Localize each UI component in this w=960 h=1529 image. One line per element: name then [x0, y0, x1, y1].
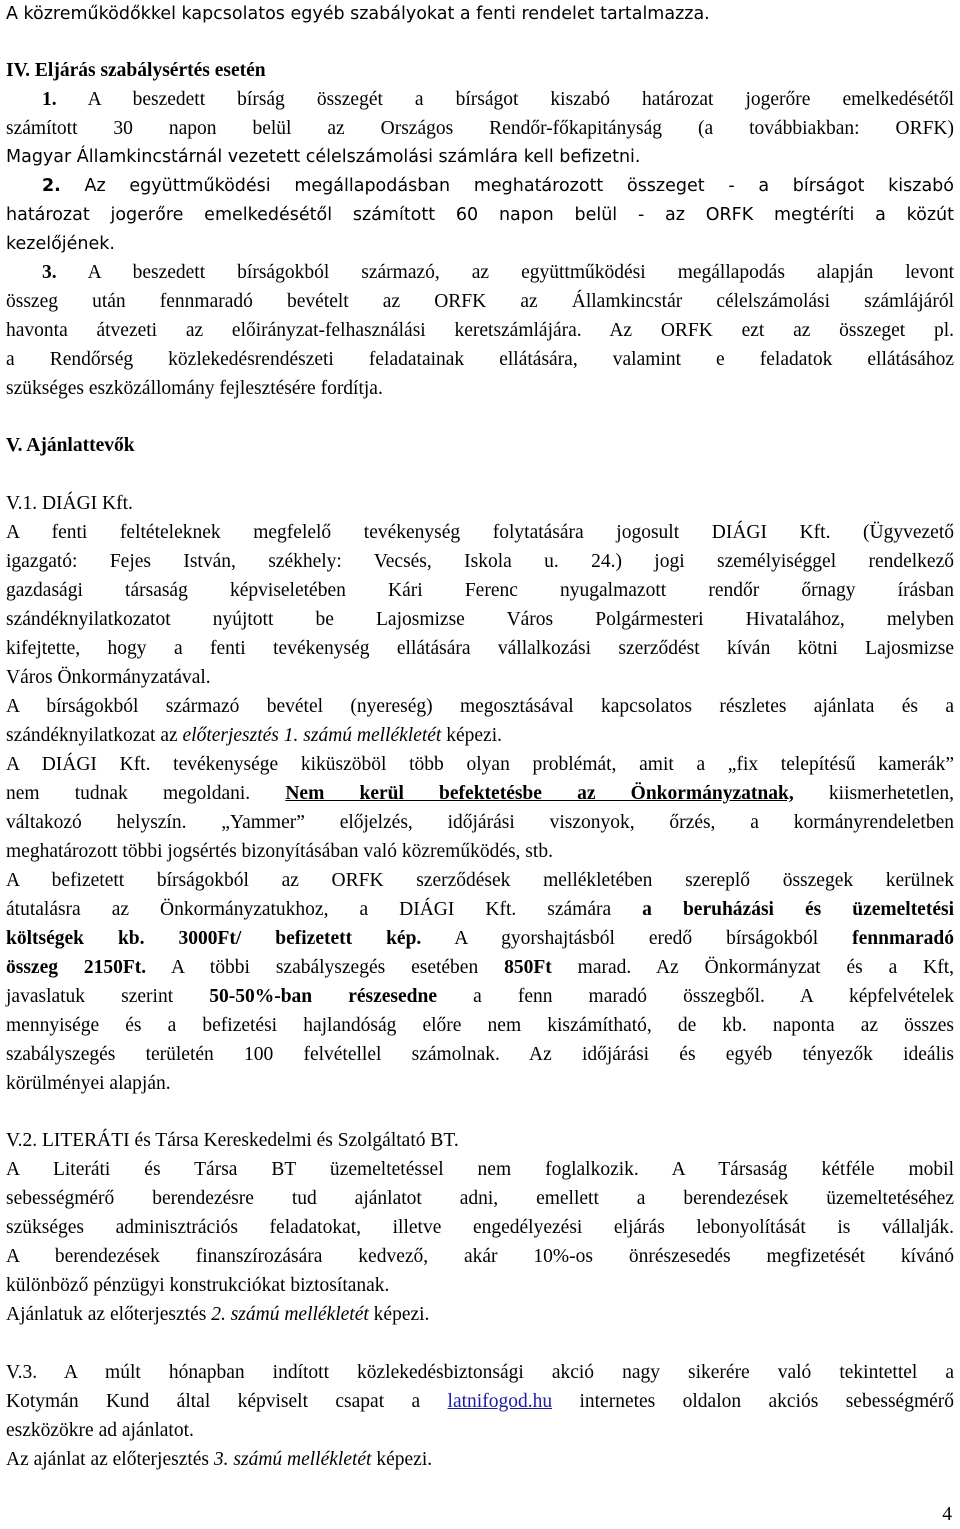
v1-c-line2: nem tudnak megoldani. Nem kerül befektetésbe az Önkormányzatnak, kiismerhetetlen, — [6, 783, 954, 804]
intro-line: A közreműködőkkel kapcsolatos egyéb szabályokat a fenti rendelet tartalmazza. — [6, 4, 710, 24]
iv-p1-line3: Magyar Államkincstárnál vezetett célelszámolási számlára kell befizetni. — [6, 147, 641, 167]
v1-a-line4: szándéknyilatkozatot nyújtott be Lajosmizse Város Polgármesteri Hivatalához, melyben — [6, 609, 954, 630]
section-iv-heading: IV. Eljárás szabálysértés esetén — [6, 60, 266, 81]
v1-a-line5: kifejtette, hogy a fenti tevékenység ellátására vállalkozási szerződést kíván kötni Lajosmizse — [6, 638, 954, 659]
v1-d-line6: mennyisége és a befizetési hajlandóság előre nem kiszámítható, de kb. naponta az összes — [6, 1015, 954, 1036]
v1-a-line6: Város Önkormányzatával. — [6, 667, 211, 688]
iv-p3-line1: 3. A beszedett bírságokból származó, az együttműködési megállapodás alapján levont — [42, 262, 954, 283]
v3-line4: Az ajánlat az előterjesztés 3. számú mellékletét képezi. — [6, 1449, 433, 1470]
v1-c-line1: A DIÁGI Kft. tevékenysége kiküszöböl több olyan problémát, amit a „fix telepítésű kamerák” — [6, 754, 954, 775]
v2-a-line2: sebességmérő berendezésre tud ajánlatot adni, emellett a berendezések üzemeltetéséhez — [6, 1188, 954, 1209]
iv-p2-line2: határozat jogerőre emelkedésétől számított 60 napon belül - az ORFK megtéríti a közút — [6, 205, 954, 225]
v3-line2: Kotymán Kund által képviselt csapat a latnifogod.hu internetes oldalon akciós sebességmérő — [6, 1391, 955, 1412]
page-number: 4 — [942, 1504, 952, 1525]
v1-d-line4: összeg 2150Ft. A többi szabályszegés esetében 850Ft marad. Az Önkormányzat és a Kft, — [6, 957, 954, 978]
v1-a-line3: gazdasági társaság képviseletében Kári Ferenc nyugalmazott rendőr őrnagy írásban — [6, 580, 954, 601]
v1-d-line2: átutalásra az Önkormányzatukhoz, a DIÁGI Kft. számára a beruházási és üzemeltetési — [6, 899, 954, 920]
v1-b-line1: A bírságokból származó bevétel (nyereség) megosztásával kapcsolatos részletes ajánlata és a — [6, 696, 954, 717]
iv-p1-line2: számított 30 napon belül az Országos Rendőr-főkapitányság (a továbbiakban: ORFK) — [6, 118, 954, 139]
iv-p3-line2: összeg után fennmaradó bevételt az ORFK az Államkincstár célelszámolási számlájáról — [6, 291, 954, 312]
v2-a-line4: A berendezések finanszírozására kedvező, akár 10%-os önrészesedés megfizetését kívánó — [6, 1246, 954, 1267]
v2-b-line: Ajánlatuk az előterjesztés 2. számú mellékletét képezi. — [6, 1304, 430, 1325]
v3-line1: V.3. A múlt hónapban indított közlekedésbiztonsági akció nagy sikerére való tekintettel a — [6, 1362, 954, 1383]
iv-p1-line1: 1. A beszedett bírság összegét a bírságot kiszabó határozat jogerőre emelkedésétől — [42, 89, 954, 110]
latnifogod-link[interactable]: latnifogod.hu — [447, 1391, 553, 1412]
v2-a-line3: szükséges adminisztrációs feladatokat, illetve engedélyezési eljárás lebonyolítását is vállalják. — [6, 1217, 954, 1238]
v1-a-line2: igazgató: Fejes István, székhely: Vecsés, Iskola u. 24.) jogi személyiséggel rendelkező — [6, 551, 954, 572]
v1-d-line3: költségek kb. 3000Ft/ befizetett kép. A gyorshajtásból eredő bírságokból fennmaradó — [6, 928, 954, 949]
v1-a-line1: A fenti feltételeknek megfelelő tevékenység folytatására jogosult DIÁGI Kft. (Ügyvezető — [6, 522, 954, 543]
v1-title: V.1. DIÁGI Kft. — [6, 493, 133, 514]
v2-a-line5: különböző pénzügyi konstrukciókat biztosítanak. — [6, 1275, 390, 1296]
v1-d-line5: javaslatuk szerint 50-50%-ban részesedne a fenn maradó összegből. A képfelvételek — [6, 986, 954, 1007]
v1-d-line8: körülményei alapján. — [6, 1073, 171, 1094]
iv-p3-line3: havonta átvezeti az előirányzat-felhasználási keretszámlájára. Az ORFK ezt az összeget pl. — [6, 320, 954, 341]
section-v-heading: V. Ajánlattevők — [6, 435, 135, 456]
v2-title: V.2. LITERÁTI és Társa Kereskedelmi és Szolgáltató BT. — [6, 1130, 459, 1151]
v3-line3: eszközökre ad ajánlatot. — [6, 1420, 194, 1441]
iv-p2-line3: kezelőjének. — [6, 234, 115, 254]
iv-p2-line1: 2. Az együttműködési megállapodásban meghatározott összeget - a bírságot kiszabó — [42, 176, 954, 196]
v2-a-line1: A Literáti és Társa BT üzemeltetéssel nem foglalkozik. A Társaság kétféle mobil — [6, 1159, 954, 1180]
iv-p3-line4: a Rendőrség közlekedésrendészeti feladatainak ellátására, valamint e feladatok ellátásához — [6, 349, 954, 370]
v1-d-line1: A befizetett bírságokból az ORFK szerződések mellékletében szereplő összegek kerülnek — [6, 870, 954, 891]
v1-b-line2: szándéknyilatkozat az előterjesztés 1. számú mellékletét képezi. — [6, 725, 502, 746]
v1-d-line7: szabályszegés területén 100 felvétellel számolnak. Az időjárási és egyéb tényezők ideális — [6, 1044, 954, 1065]
v1-c-line4: meghatározott többi jogsértés bizonyításában való közreműködés, stb. — [6, 841, 553, 862]
iv-p3-line5: szükséges eszközállomány fejlesztésére fordítja. — [6, 378, 383, 399]
v1-c-line3: váltakozó helyszín. „Yammer” előjelzés, időjárási viszonyok, őrzés, a kormányrendeletben — [6, 812, 954, 833]
